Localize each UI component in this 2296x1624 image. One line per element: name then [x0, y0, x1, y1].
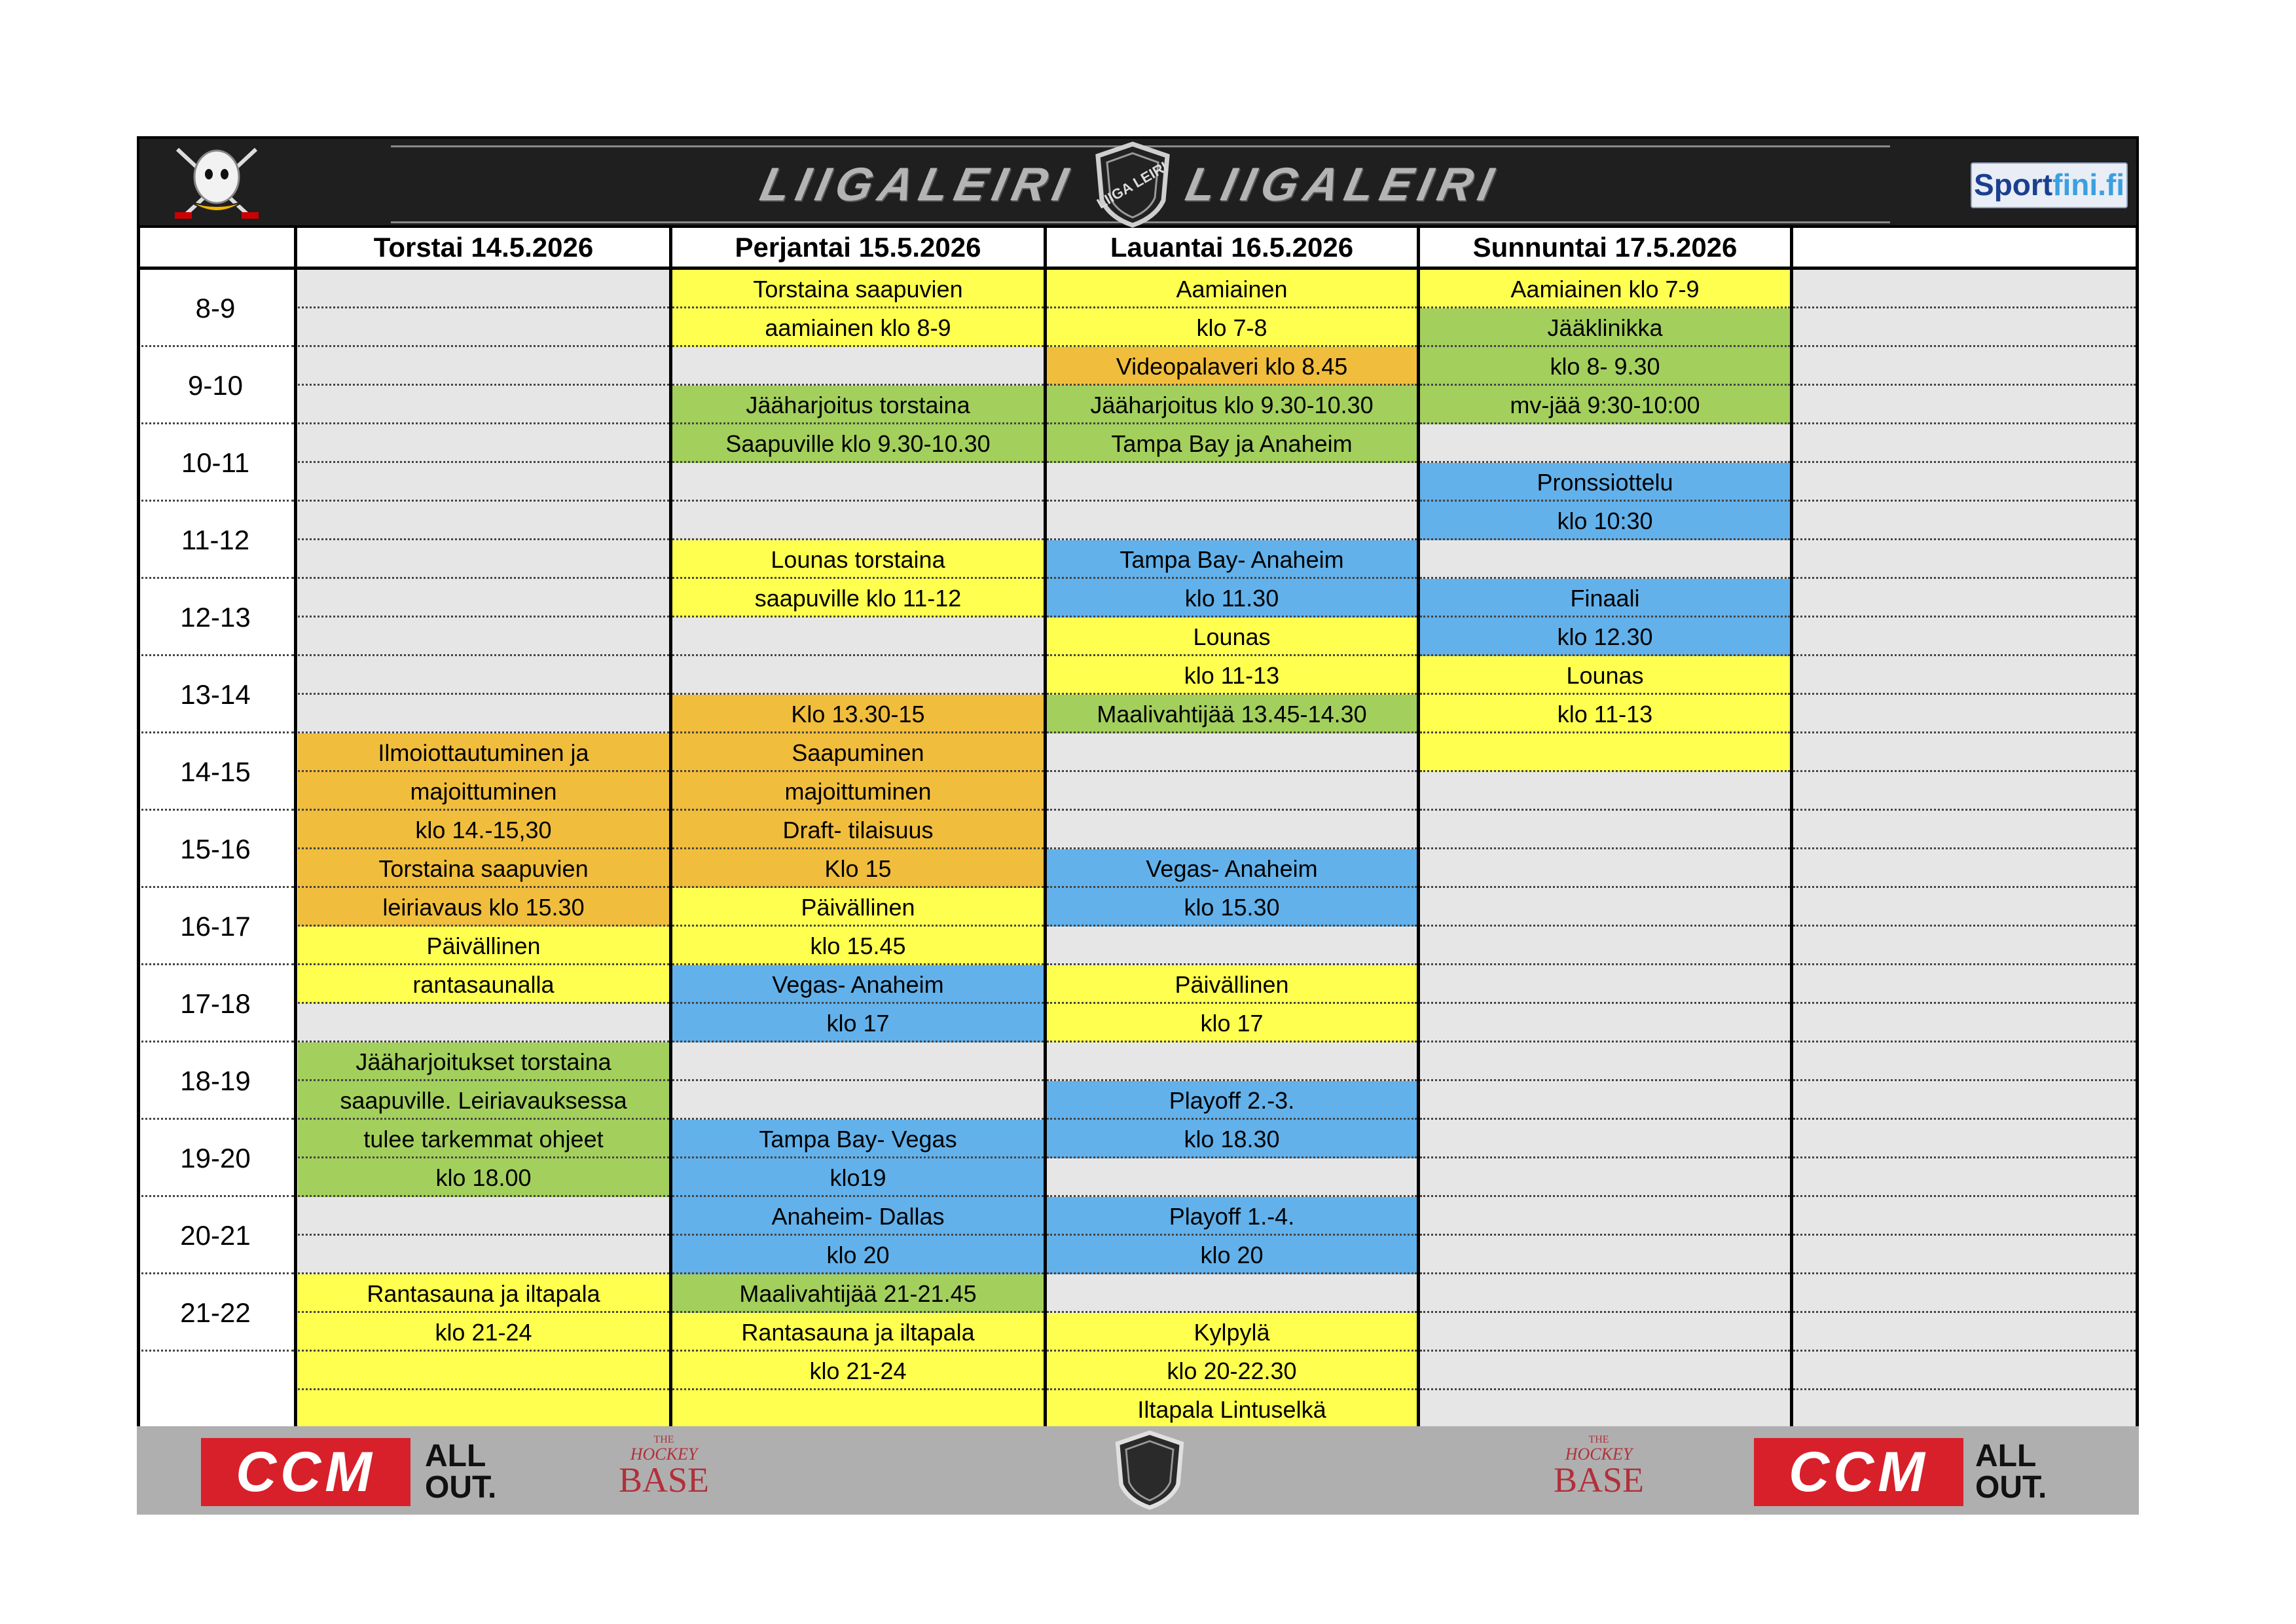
schedule-cell: leiriavaus klo 15.30 [298, 888, 669, 927]
column-rule [294, 228, 297, 1429]
schedule-row [137, 888, 2139, 927]
schedule-cell: rantasaunalla [298, 965, 669, 1004]
schedule-cell: Ilmoiottautuminen ja [298, 733, 669, 772]
schedule-cell: klo 18.00 [298, 1158, 669, 1197]
time-divider [137, 1350, 294, 1352]
schedule-cell [1420, 1197, 1790, 1236]
sportfini-logo-fini: fini.fi [2052, 168, 2124, 202]
day-header: Torstai 14.5.2026 [298, 228, 669, 267]
time-slot-label: 12-13 [180, 602, 251, 633]
schedule-cell: klo 20-22.30 [1047, 1352, 1417, 1390]
liigaleiri-title-right: LIIGALEIRI [1181, 158, 1504, 211]
schedule-cell [1793, 1236, 2136, 1274]
schedule-cell [1420, 888, 1790, 927]
schedule-cell [1420, 849, 1790, 888]
schedule-cell [1793, 540, 2136, 579]
schedule-cell [672, 618, 1044, 656]
schedule-cell [1420, 811, 1790, 849]
schedule-cell [1420, 1120, 1790, 1158]
schedule-cell: Jääharjoitus torstaina [672, 386, 1044, 424]
schedule-cell [1047, 811, 1417, 849]
schedule-cell [1420, 1004, 1790, 1043]
time-slot-label: 10-11 [181, 447, 250, 478]
hockey-base-the: THE [1588, 1434, 1609, 1445]
schedule-cell [672, 347, 1044, 386]
sportfini-logo [1971, 162, 2128, 208]
schedule-cell [1793, 1313, 2136, 1352]
schedule-cell [1793, 1390, 2136, 1429]
schedule-cell [298, 1004, 669, 1043]
schedule-cell: Torstaina saapuvien [672, 270, 1044, 308]
schedule-cell [1420, 1081, 1790, 1120]
schedule-cell: Jääklinikka [1420, 308, 1790, 347]
schedule-cell: klo19 [672, 1158, 1044, 1197]
schedule-cell [298, 463, 669, 502]
hockey-base-the: THE [653, 1434, 674, 1445]
schedule-cell: Kylpylä [1047, 1313, 1417, 1352]
schedule-cell: Torstaina saapuvien [298, 849, 669, 888]
schedule-cell [298, 270, 669, 308]
schedule-cell [1047, 463, 1417, 502]
schedule-cell [1420, 1158, 1790, 1197]
schedule-cell [1420, 1352, 1790, 1390]
time-slot-label: 17-18 [180, 988, 251, 1019]
schedule-cell [1793, 1197, 2136, 1236]
schedule-cell [1793, 347, 2136, 386]
time-slot-label: 8-9 [195, 293, 236, 323]
schedule-row [137, 1390, 2139, 1429]
schedule-cell: klo 11.30 [1047, 579, 1417, 618]
schedule-cell: Päivällinen [1047, 965, 1417, 1004]
schedule-cell [1793, 1004, 2136, 1043]
schedule-row [137, 1081, 2139, 1120]
schedule-cell [672, 463, 1044, 502]
schedule-row [137, 772, 2139, 811]
time-slot-label: 9-10 [187, 370, 244, 401]
schedule-cell [1420, 1313, 1790, 1352]
schedule-cell [672, 1081, 1044, 1120]
schedule-row [137, 1197, 2139, 1236]
hockey-base-base: BASE [618, 1460, 710, 1500]
schedule-cell [1793, 386, 2136, 424]
time-slot-label: 21-22 [180, 1297, 251, 1328]
schedule-cell: Lounas [1420, 656, 1790, 695]
column-rule [669, 228, 672, 1429]
schedule-cell [1793, 270, 2136, 308]
time-slot-label: 11-12 [181, 525, 250, 555]
schedule-cell: majoittuminen [298, 772, 669, 811]
schedule-cell: Saapuville klo 9.30-10.30 [672, 424, 1044, 463]
schedule-cell [1793, 733, 2136, 772]
schedule-cell [1047, 502, 1417, 540]
all-out-text-right [1975, 1441, 2067, 1504]
schedule-cell: klo 21-24 [298, 1313, 669, 1352]
schedule-cell [1047, 1158, 1417, 1197]
schedule-cell [1793, 618, 2136, 656]
schedule-cell [1420, 1390, 1790, 1429]
schedule-cell [1047, 927, 1417, 965]
schedule-cell: klo 11-13 [1420, 695, 1790, 733]
schedule-row [137, 927, 2139, 965]
schedule-row [137, 386, 2139, 424]
schedule-cell [298, 424, 669, 463]
liigaleiri-shield-footer-icon [1110, 1428, 1189, 1513]
schedule-row [137, 463, 2139, 502]
schedule-cell: majoittuminen [672, 772, 1044, 811]
schedule-row [137, 424, 2139, 463]
schedule-row [137, 1043, 2139, 1081]
schedule-cell: Saapuminen [672, 733, 1044, 772]
schedule-cell [1420, 1236, 1790, 1274]
ccm-logo-right: CCM [1754, 1438, 1963, 1506]
day-header: Perjantai 15.5.2026 [672, 228, 1044, 267]
header-bar [137, 136, 2139, 228]
schedule-row [137, 1352, 2139, 1390]
schedule-row [137, 502, 2139, 540]
schedule-cell [1793, 1120, 2136, 1158]
schedule-cell [298, 579, 669, 618]
schedule-cell [1420, 424, 1790, 463]
schedule-cell: Pronssiottelu [1420, 463, 1790, 502]
schedule-cell: Tampa Bay- Vegas [672, 1120, 1044, 1158]
schedule-cell: mv-jää 9:30-10:00 [1420, 386, 1790, 424]
schedule-cell [298, 386, 669, 424]
schedule-cell [298, 1390, 669, 1429]
schedule-cell [1793, 1352, 2136, 1390]
hockey-base-logo-right [1550, 1434, 1648, 1510]
schedule-cell: Jääharjoitukset torstaina [298, 1043, 669, 1081]
day-header: Sunnuntai 17.5.2026 [1420, 228, 1790, 267]
schedule-cell [1047, 733, 1417, 772]
schedule-cell [1047, 772, 1417, 811]
schedule-row [137, 1313, 2139, 1352]
schedule-cell [1793, 424, 2136, 463]
schedule-cell: Rantasauna ja iltapala [672, 1313, 1044, 1352]
time-slot-label: 19-20 [180, 1143, 251, 1173]
schedule-cell: Maalivahtijää 21-21.45 [672, 1274, 1044, 1313]
schedule-grid [137, 228, 2139, 1426]
schedule-cell [298, 347, 669, 386]
schedule-row [137, 656, 2139, 695]
schedule-row [137, 347, 2139, 386]
schedule-cell: Tampa Bay- Anaheim [1047, 540, 1417, 579]
schedule-cell [1420, 540, 1790, 579]
all-out-text-left [425, 1441, 517, 1504]
schedule-cell: Klo 13.30-15 [672, 695, 1044, 733]
schedule-cell [1420, 965, 1790, 1004]
schedule-row [137, 1158, 2139, 1197]
all-out-line1: ALL [1975, 1439, 2037, 1473]
schedule-row [137, 965, 2139, 1004]
schedule-cell: klo 17 [672, 1004, 1044, 1043]
schedule-cell: Tampa Bay ja Anaheim [1047, 424, 1417, 463]
time-slot-label: 16-17 [180, 911, 251, 942]
day-header: Lauantai 16.5.2026 [1047, 228, 1417, 267]
schedule-cell [1047, 1043, 1417, 1081]
column-rule [137, 228, 140, 1429]
hockey-base-hockey: HOCKEY [630, 1445, 698, 1464]
schedule-cell: klo 21-24 [672, 1352, 1044, 1390]
schedule-cell [672, 1390, 1044, 1429]
schedule-cell [298, 502, 669, 540]
liigaleiri-title-left: LIIGALEIRI [756, 158, 1079, 211]
schedule-cell [1793, 579, 2136, 618]
schedule-cell: Päivällinen [672, 888, 1044, 927]
schedule-cell: Lounas torstaina [672, 540, 1044, 579]
schedule-cell [1793, 502, 2136, 540]
schedule-cell [1793, 1081, 2136, 1120]
column-rule [2136, 228, 2139, 1429]
schedule-row [137, 618, 2139, 656]
schedule-cell: saapuville klo 11-12 [672, 579, 1044, 618]
schedule-cell: Playoff 1.-4. [1047, 1197, 1417, 1236]
schedule-row [137, 695, 2139, 733]
schedule-cell: klo 18.30 [1047, 1120, 1417, 1158]
schedule-cell [1793, 1043, 2136, 1081]
schedule-cell [298, 618, 669, 656]
schedule-cell: klo 11-13 [1047, 656, 1417, 695]
schedule-cell: Klo 15 [672, 849, 1044, 888]
schedule-cell [1420, 1043, 1790, 1081]
schedule-cell: Iltapala Lintuselkä [1047, 1390, 1417, 1429]
time-slot-label: 18-19 [180, 1065, 251, 1096]
schedule-cell: klo 7-8 [1047, 308, 1417, 347]
schedule-cell [1793, 656, 2136, 695]
all-out-line2: OUT. [1975, 1470, 2047, 1505]
schedule-sheet [137, 136, 2139, 1506]
schedule-row [137, 579, 2139, 618]
schedule-cell: tulee tarkemmat ohjeet [298, 1120, 669, 1158]
all-out-line2: OUT. [425, 1470, 497, 1505]
schedule-cell: Vegas- Anaheim [1047, 849, 1417, 888]
schedule-cell: klo 14.-15,30 [298, 811, 669, 849]
schedule-cell [298, 1197, 669, 1236]
schedule-cell [1047, 1274, 1417, 1313]
schedule-row [137, 540, 2139, 579]
schedule-cell: klo 17 [1047, 1004, 1417, 1043]
day-header-row [137, 228, 2139, 267]
schedule-cell [1793, 1158, 2136, 1197]
hockey-base-base: BASE [1553, 1460, 1645, 1500]
sportfini-logo-sport: Sport [1974, 168, 2053, 202]
schedule-cell [1420, 733, 1790, 772]
time-slot-label: 15-16 [180, 834, 251, 864]
schedule-cell: klo 20 [672, 1236, 1044, 1274]
schedule-cell: klo 15.45 [672, 927, 1044, 965]
schedule-cell: Playoff 2.-3. [1047, 1081, 1417, 1120]
schedule-row [137, 1120, 2139, 1158]
footer-bar [137, 1426, 2139, 1515]
schedule-cell [1793, 888, 2136, 927]
schedule-cell: klo 15.30 [1047, 888, 1417, 927]
schedule-row [137, 270, 2139, 308]
schedule-cell: klo 8- 9.30 [1420, 347, 1790, 386]
liigaleiri-shield-icon [1090, 140, 1175, 229]
schedule-cell: Videopalaveri klo 8.45 [1047, 347, 1417, 386]
time-slot-label: 20-21 [180, 1220, 251, 1251]
schedule-cell [1793, 695, 2136, 733]
schedule-cell: klo 20 [1047, 1236, 1417, 1274]
schedule-cell [672, 656, 1044, 695]
schedule-cell: klo 10:30 [1420, 502, 1790, 540]
schedule-cell [298, 1236, 669, 1274]
schedule-cell: Finaali [1420, 579, 1790, 618]
schedule-cell: Jääharjoitus klo 9.30-10.30 [1047, 386, 1417, 424]
schedule-cell [1793, 463, 2136, 502]
hockey-base-logo-left [615, 1434, 713, 1510]
schedule-cell [298, 540, 669, 579]
schedule-cell: Anaheim- Dallas [672, 1197, 1044, 1236]
column-rule [1790, 228, 1793, 1429]
day-header [1793, 228, 2136, 267]
schedule-cell: Päivällinen [298, 927, 669, 965]
schedule-row [137, 1236, 2139, 1274]
shield-text: LIIGA LEIRI [1093, 158, 1171, 212]
schedule-cell: Rantasauna ja iltapala [298, 1274, 669, 1313]
schedule-cell [1793, 772, 2136, 811]
schedule-cell [1793, 927, 2136, 965]
schedule-cell: Aamiainen klo 7-9 [1420, 270, 1790, 308]
schedule-row [137, 849, 2139, 888]
schedule-cell: saapuville. Leiriavauksessa [298, 1081, 669, 1120]
schedule-cell [298, 656, 669, 695]
schedule-cell: Vegas- Anaheim [672, 965, 1044, 1004]
schedule-cell [298, 308, 669, 347]
all-out-line1: ALL [425, 1439, 486, 1473]
ducks-logo-icon [171, 143, 263, 227]
schedule-cell: Draft- tilaisuus [672, 811, 1044, 849]
schedule-cell [298, 1352, 669, 1390]
hockey-base-hockey: HOCKEY [1565, 1445, 1633, 1464]
schedule-cell [1420, 1274, 1790, 1313]
schedule-cell [672, 502, 1044, 540]
column-rule [1044, 228, 1047, 1429]
schedule-cell: Maalivahtijää 13.45-14.30 [1047, 695, 1417, 733]
time-slot-label: 13-14 [180, 679, 251, 710]
schedule-cell: klo 12.30 [1420, 618, 1790, 656]
schedule-cell [1793, 965, 2136, 1004]
schedule-cell [298, 695, 669, 733]
schedule-row [137, 733, 2139, 772]
schedule-cell [1793, 811, 2136, 849]
schedule-cell: Lounas [1047, 618, 1417, 656]
schedule-cell: aamiainen klo 8-9 [672, 308, 1044, 347]
schedule-row [137, 1274, 2139, 1313]
schedule-cell [1420, 927, 1790, 965]
ccm-logo-left: CCM [201, 1438, 410, 1506]
time-slot-label: 14-15 [180, 756, 251, 787]
schedule-row [137, 811, 2139, 849]
schedule-cell: Aamiainen [1047, 270, 1417, 308]
schedule-cell [1420, 772, 1790, 811]
column-rule [1417, 228, 1420, 1429]
schedule-cell [1793, 308, 2136, 347]
schedule-row [137, 1004, 2139, 1043]
schedule-cell [1793, 1274, 2136, 1313]
schedule-cell [1793, 849, 2136, 888]
schedule-row [137, 308, 2139, 347]
schedule-cell [672, 1043, 1044, 1081]
